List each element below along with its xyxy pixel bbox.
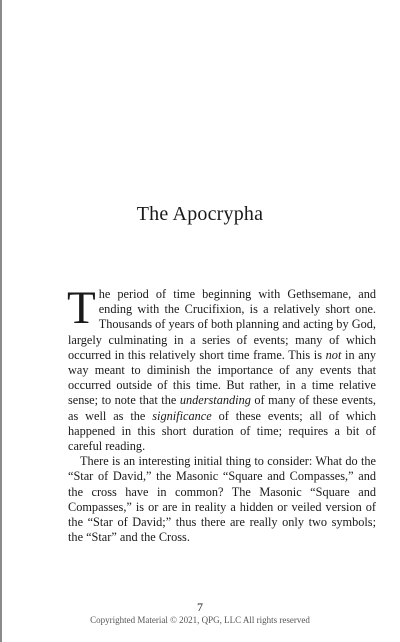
paragraph-1-text-a: he period of time beginning with Gethsemane, and ending with the Crucifixion, is a relatively short one. Thousands of years of both planning and acting by God, largely culminating in a series of events; many of which occurred in this relatively short time frame. This is: [68, 287, 376, 362]
chapter-title: The Apocrypha: [136, 203, 264, 225]
emphasis-understanding: understanding: [179, 393, 251, 408]
paragraph-1-text-c: of many of these events, as well as the: [68, 393, 376, 423]
drop-cap: T: [67, 282, 96, 334]
paragraph-2: There is an interesting initial thing to consider: What do the “Star of David,” the Masonic “Square and Compasses,” and the cross have in common? The Masonic “Square and Compasses,” is or are in reality a hidden or veiled version of the “Star of David;” thus there are really only two symbols; the “Star” and the Cross.: [68, 454, 376, 545]
paragraph-1-text-d: of these events; all of which happened in this short duration of time; requires a bit of careful reading.: [68, 408, 376, 454]
chapter-body: [67, 282, 376, 545]
paragraph-1-text-b: in any way meant to diminish the importance of any events that occurred outside of this time. But rather, in a time relative sense; to note that the: [68, 347, 376, 408]
page-number: 7: [197, 600, 203, 614]
emphasis-not: not: [325, 347, 342, 362]
copyright-notice: Copyrighted Material © 2021, QPG, LLC All rights reserved: [90, 615, 310, 625]
page-edge: [0, 0, 2, 642]
paragraph-1: [67, 282, 376, 454]
emphasis-significance: significance: [152, 408, 212, 423]
